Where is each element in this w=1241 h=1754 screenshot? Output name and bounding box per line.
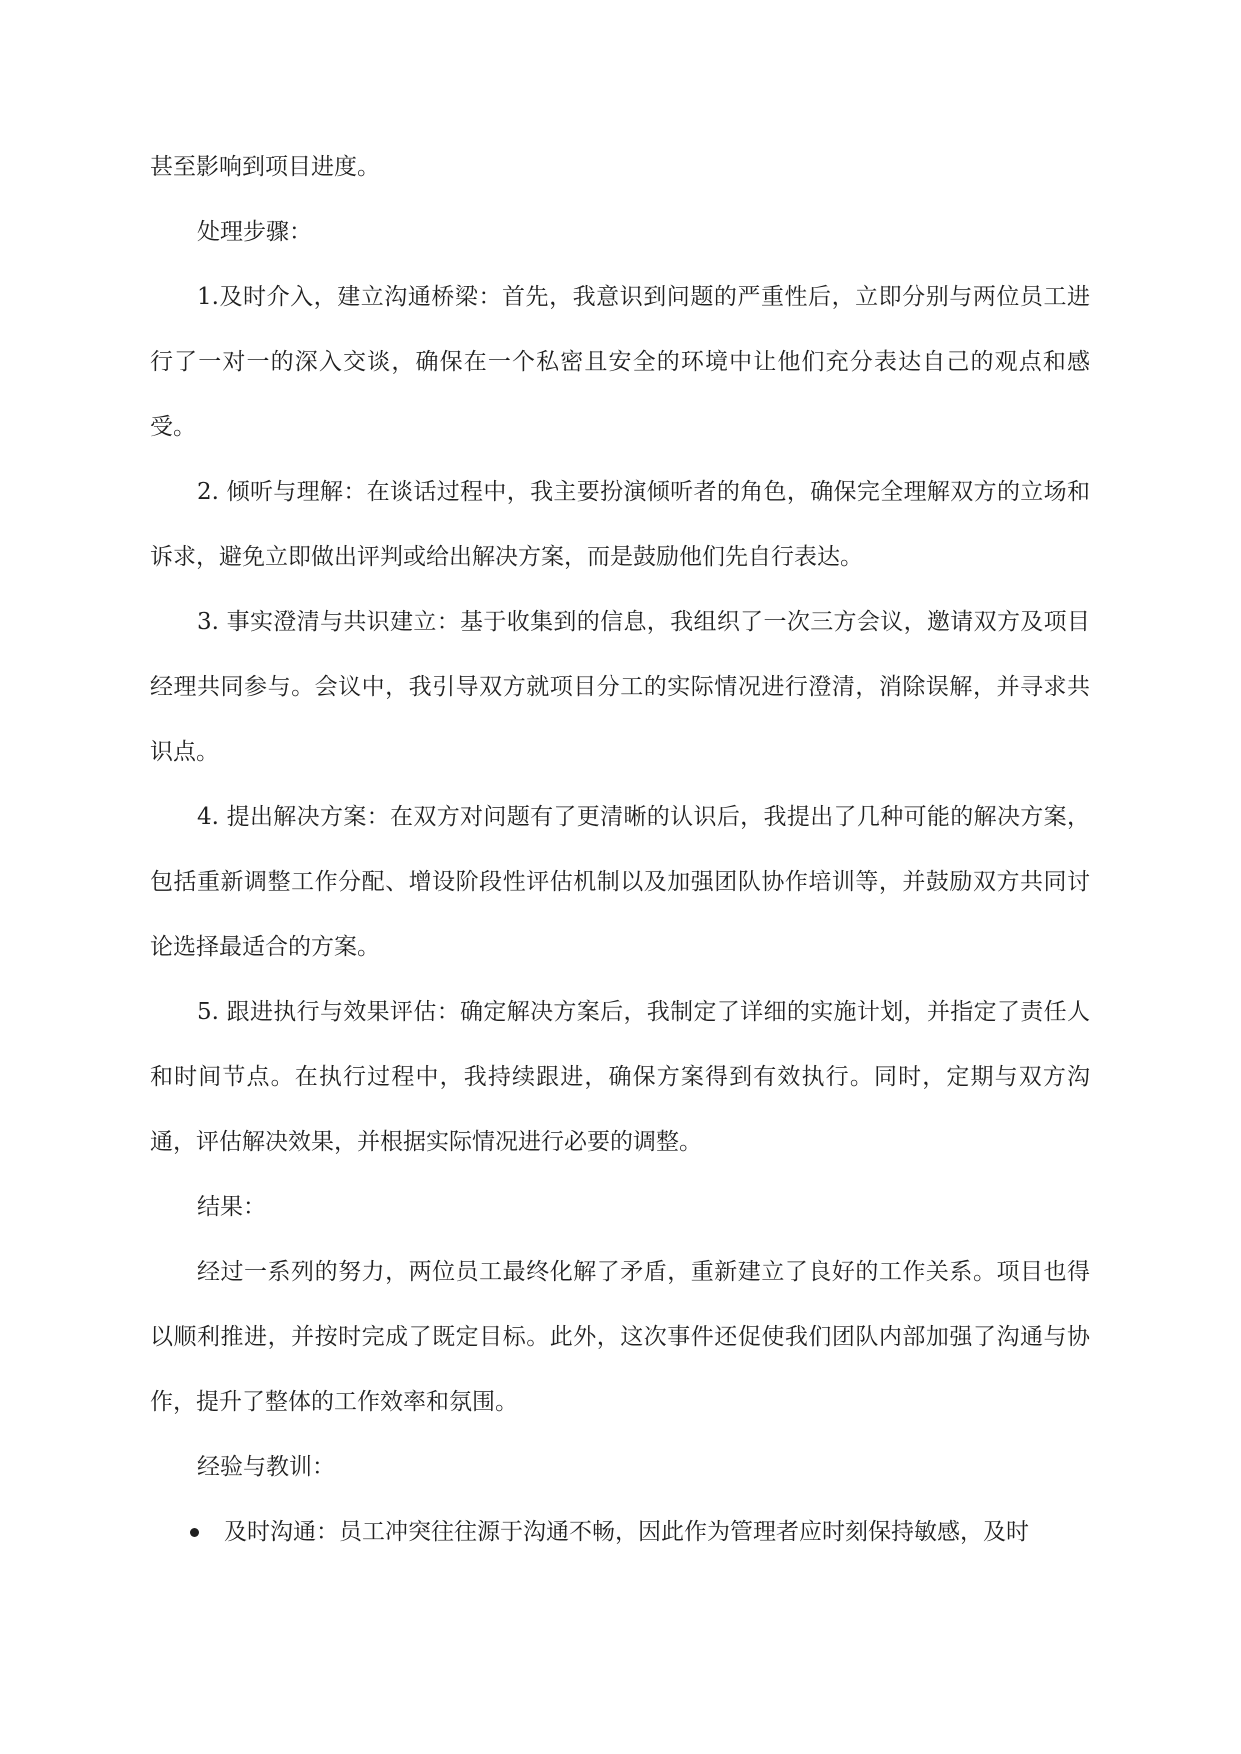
bullet-dot-icon <box>190 1528 199 1537</box>
document-body <box>150 135 1090 1565</box>
step-4-paragraph: 4. 提出解决方案：在双方对问题有了更清晰的认识后，我提出了几种可能的解决方案，包括重新调整工作分配、增设阶段性评估机制以及加强团队协作培训等，并鼓励双方共同讨论选择最适合的方案。 <box>150 804 1090 960</box>
step-3-paragraph: 3. 事实澄清与共识建立：基于收集到的信息，我组织了一次三方会议，邀请双方及项目经理共同参与。会议中，我引导双方就项目分工的实际情况进行澄清，消除误解，并寻求共识点。 <box>150 609 1090 765</box>
heading-lessons: 经验与教训： <box>197 1454 335 1480</box>
step-2-paragraph: 2. 倾听与理解：在谈话过程中，我主要扮演倾听者的角色，确保完全理解双方的立场和诉求，避免立即做出评判或给出解决方案，而是鼓励他们先自行表达。 <box>150 479 1090 570</box>
step-5-paragraph: 5. 跟进执行与效果评估：确定解决方案后，我制定了详细的实施计划，并指定了责任人和时间节点。在执行过程中，我持续跟进，确保方案得到有效执行。同时，定期与双方沟通，评估解决效果，并根据实际情况进行必要的调整。 <box>150 999 1090 1155</box>
result-paragraph: 经过一系列的努力，两位员工最终化解了矛盾，重新建立了良好的工作关系。项目也得以顺利推进，并按时完成了既定目标。此外，这次事件还促使我们团队内部加强了沟通与协作，提升了整体的工作效率和氛围。 <box>150 1259 1090 1415</box>
heading-result: 结果： <box>197 1194 266 1220</box>
paragraph-continuation: 甚至影响到项目进度。 <box>150 154 380 180</box>
heading-process-steps: 处理步骤： <box>197 219 312 245</box>
bullet-item-text: 及时沟通：员工冲突往往源于沟通不畅，因此作为管理者应时刻保持敏感，及时 <box>224 1519 1029 1545</box>
step-1-paragraph: 1.及时介入，建立沟通桥梁：首先，我意识到问题的严重性后，立即分别与两位员工进行了一对一的深入交谈，确保在一个私密且安全的环境中让他们充分表达自己的观点和感受。 <box>150 284 1090 440</box>
bullet-item <box>150 1500 1090 1565</box>
